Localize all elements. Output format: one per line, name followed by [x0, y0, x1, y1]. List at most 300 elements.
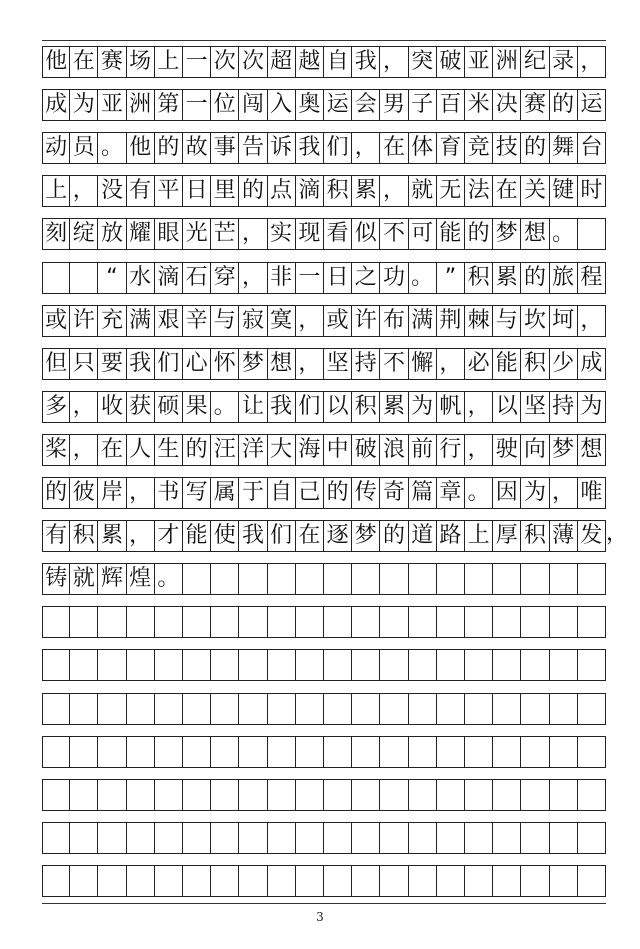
grid-cell — [183, 564, 211, 594]
grid-cell — [183, 607, 211, 637]
grid-cell: 入 — [268, 90, 296, 120]
grid-cell — [296, 737, 324, 767]
grid-cell: 的 — [521, 263, 549, 293]
grid-cell: 们 — [155, 349, 183, 379]
grid-cell: ， — [550, 478, 578, 508]
grid-cell: 怀 — [211, 349, 239, 379]
grid-cell: 积 — [352, 392, 380, 422]
grid-cell — [493, 780, 521, 810]
grid-cell: 功 — [380, 263, 408, 293]
grid-cell: 赛 — [521, 90, 549, 120]
grid-row — [42, 736, 606, 768]
grid-cell: 岸 — [98, 478, 126, 508]
grid-cell: 坚 — [521, 392, 549, 422]
grid-cell — [550, 823, 578, 853]
grid-cell — [70, 780, 98, 810]
grid-cell — [296, 823, 324, 853]
grid-cell — [211, 866, 239, 896]
grid-cell: 逐 — [324, 521, 352, 551]
grid-cell — [42, 866, 70, 896]
grid-cell — [296, 866, 324, 896]
grid-cell: 亚 — [465, 47, 493, 77]
grid-cell: 次 — [211, 47, 239, 77]
grid-cell — [239, 607, 267, 637]
grid-cell: ， — [70, 435, 98, 465]
grid-row — [42, 477, 606, 509]
grid-cell: 厚 — [493, 521, 521, 551]
grid-cell: 己 — [296, 478, 324, 508]
grid-cell: 们 — [268, 521, 296, 551]
grid-cell: 破 — [437, 47, 465, 77]
grid-cell — [578, 650, 606, 680]
grid-cell — [183, 737, 211, 767]
grid-cell — [324, 737, 352, 767]
grid-cell: 篇 — [409, 478, 437, 508]
grid-cell — [352, 823, 380, 853]
grid-cell: 荆 — [437, 306, 465, 336]
grid-cell: 决 — [493, 90, 521, 120]
grid-cell: 在 — [70, 47, 98, 77]
grid-cell — [578, 866, 606, 896]
grid-cell: 芒 — [211, 219, 239, 249]
grid-cell: ， — [352, 133, 380, 163]
grid-row — [42, 89, 606, 121]
grid-cell: 积 — [465, 263, 493, 293]
grid-cell — [352, 564, 380, 594]
grid-cell: 大 — [268, 435, 296, 465]
grid-cell — [493, 737, 521, 767]
composition-grid-sheet — [42, 40, 606, 904]
grid-row — [42, 305, 606, 337]
grid-cell: 石 — [183, 263, 211, 293]
grid-cell: 运 — [578, 90, 606, 120]
grid-cell: 舞 — [550, 133, 578, 163]
grid-cell — [465, 607, 493, 637]
grid-cell — [296, 607, 324, 637]
grid-cell — [70, 737, 98, 767]
grid-cell: 梦 — [352, 521, 380, 551]
grid-cell — [324, 780, 352, 810]
grid-cell — [211, 694, 239, 724]
grid-cell — [352, 866, 380, 896]
grid-cell: 点 — [268, 176, 296, 206]
grid-cell: 就 — [70, 564, 98, 594]
grid-cell: 充 — [98, 306, 126, 336]
grid-cell — [183, 866, 211, 896]
grid-cell: 们 — [296, 392, 324, 422]
grid-cell: 洲 — [127, 90, 155, 120]
grid-cell: 旅 — [550, 263, 578, 293]
grid-cell — [98, 780, 126, 810]
grid-cell: 有 — [42, 521, 70, 551]
grid-cell: 程 — [578, 263, 606, 293]
grid-cell — [550, 607, 578, 637]
grid-cell — [98, 607, 126, 637]
grid-cell — [493, 564, 521, 594]
grid-cell — [465, 650, 493, 680]
grid-cell — [324, 866, 352, 896]
grid-cell — [380, 780, 408, 810]
grid-cell: 奇 — [380, 478, 408, 508]
grid-cell — [268, 823, 296, 853]
grid-cell — [409, 650, 437, 680]
grid-cell: 在 — [380, 133, 408, 163]
grid-cell: 耀 — [127, 219, 155, 249]
grid-cell: 们 — [324, 133, 352, 163]
grid-cell: 属 — [211, 478, 239, 508]
grid-cell: 我 — [296, 133, 324, 163]
grid-cell: 键 — [550, 176, 578, 206]
grid-cell — [183, 650, 211, 680]
grid-cell: 汪 — [211, 435, 239, 465]
grid-cell — [521, 694, 549, 724]
grid-cell: 懈 — [409, 349, 437, 379]
grid-cell: 能 — [493, 349, 521, 379]
grid-cell: “ — [98, 263, 126, 293]
grid-cell: 的 — [324, 478, 352, 508]
grid-cell: 我 — [268, 392, 296, 422]
grid-cell: 动 — [42, 133, 70, 163]
grid-cell — [352, 694, 380, 724]
grid-cell: 的 — [380, 521, 408, 551]
grid-cell — [42, 694, 70, 724]
grid-cell — [127, 866, 155, 896]
grid-cell: 技 — [493, 133, 521, 163]
grid-cell: ， — [127, 478, 155, 508]
grid-cell: 就 — [409, 176, 437, 206]
grid-cell: 寂 — [239, 306, 267, 336]
grid-cell — [380, 607, 408, 637]
grid-cell: 赛 — [98, 47, 126, 77]
grid-cell: 位 — [211, 90, 239, 120]
grid-cell: 铸 — [42, 564, 70, 594]
grid-cell — [183, 694, 211, 724]
grid-cell — [155, 866, 183, 896]
grid-cell: 以 — [493, 392, 521, 422]
grid-cell: 前 — [409, 435, 437, 465]
grid-cell: 百 — [437, 90, 465, 120]
grid-cell: 诉 — [268, 133, 296, 163]
grid-cell: 破 — [352, 435, 380, 465]
grid-cell: 有 — [127, 176, 155, 206]
grid-cell: ， — [465, 435, 493, 465]
grid-cell: 积 — [521, 521, 549, 551]
grid-cell: 光 — [183, 219, 211, 249]
grid-cell: 竞 — [465, 133, 493, 163]
grid-cell — [324, 650, 352, 680]
grid-cell: 里 — [211, 176, 239, 206]
grid-cell — [352, 650, 380, 680]
grid-cell: 看 — [324, 219, 352, 249]
grid-row — [42, 132, 606, 164]
grid-cell — [437, 607, 465, 637]
grid-cell: 路 — [437, 521, 465, 551]
grid-cell: 。 — [409, 263, 437, 293]
grid-cell — [493, 694, 521, 724]
grid-cell — [324, 607, 352, 637]
grid-cell: 驶 — [493, 435, 521, 465]
grid-cell: 平 — [155, 176, 183, 206]
grid-cell: 第 — [155, 90, 183, 120]
grid-cell: 他 — [127, 133, 155, 163]
grid-cell: 我 — [127, 349, 155, 379]
grid-cell: 一 — [296, 263, 324, 293]
grid-cell: 体 — [409, 133, 437, 163]
grid-cell — [211, 607, 239, 637]
grid-row — [42, 865, 606, 897]
grid-cell: 亚 — [98, 90, 126, 120]
grid-cell — [127, 694, 155, 724]
grid-row — [42, 262, 606, 294]
grid-cell: 上 — [155, 47, 183, 77]
grid-cell: 员 — [70, 133, 98, 163]
grid-cell — [211, 737, 239, 767]
grid-cell — [98, 694, 126, 724]
grid-cell — [465, 737, 493, 767]
grid-cell: 一 — [183, 90, 211, 120]
grid-cell — [324, 823, 352, 853]
grid-cell — [578, 823, 606, 853]
grid-cell — [465, 823, 493, 853]
grid-cell — [352, 607, 380, 637]
grid-cell: 为 — [409, 392, 437, 422]
grid-cell: 育 — [437, 133, 465, 163]
grid-cell: 必 — [465, 349, 493, 379]
grid-cell: 的 — [42, 478, 70, 508]
grid-cell: ， — [296, 306, 324, 336]
grid-cell: 在 — [296, 521, 324, 551]
grid-cell: 于 — [239, 478, 267, 508]
grid-cell — [409, 694, 437, 724]
grid-row — [42, 520, 606, 552]
grid-cell — [239, 564, 267, 594]
grid-cell: 绽 — [70, 219, 98, 249]
grid-cell — [268, 564, 296, 594]
grid-cell: 布 — [380, 306, 408, 336]
grid-cell — [521, 780, 549, 810]
grid-cell: 生 — [155, 435, 183, 465]
grid-cell: 成 — [578, 349, 606, 379]
grid-cell — [98, 737, 126, 767]
grid-cell — [268, 737, 296, 767]
grid-cell — [183, 823, 211, 853]
grid-cell: 闯 — [239, 90, 267, 120]
grid-cell — [437, 866, 465, 896]
grid-cell — [578, 780, 606, 810]
grid-cell — [268, 650, 296, 680]
grid-row — [42, 822, 606, 854]
grid-cell: 关 — [521, 176, 549, 206]
grid-cell: 但 — [42, 349, 70, 379]
grid-cell — [465, 564, 493, 594]
grid-cell — [70, 607, 98, 637]
grid-cell — [521, 866, 549, 896]
grid-cell: ， — [380, 47, 408, 77]
grid-cell: 日 — [324, 263, 352, 293]
grid-cell: 以 — [324, 392, 352, 422]
grid-cell — [380, 823, 408, 853]
grid-row — [42, 779, 606, 811]
grid-cell: ， — [437, 349, 465, 379]
grid-cell — [239, 694, 267, 724]
grid-cell — [296, 780, 324, 810]
grid-cell — [127, 823, 155, 853]
grid-cell — [380, 650, 408, 680]
grid-cell: 向 — [521, 435, 549, 465]
grid-cell: 浪 — [380, 435, 408, 465]
grid-cell: 会 — [352, 90, 380, 120]
grid-cell — [493, 823, 521, 853]
grid-cell: 。 — [211, 392, 239, 422]
grid-cell — [70, 823, 98, 853]
grid-cell — [98, 866, 126, 896]
grid-cell — [437, 823, 465, 853]
grid-cell: 自 — [324, 47, 352, 77]
grid-cell — [42, 737, 70, 767]
grid-cell: 超 — [268, 47, 296, 77]
grid-cell: 可 — [409, 219, 437, 249]
grid-cell: 为 — [521, 478, 549, 508]
grid-cell: 与 — [493, 306, 521, 336]
grid-cell — [42, 823, 70, 853]
grid-cell: 让 — [239, 392, 267, 422]
grid-cell — [465, 866, 493, 896]
grid-cell: 与 — [211, 306, 239, 336]
grid-cell: 传 — [352, 478, 380, 508]
grid-cell: 章 — [437, 478, 465, 508]
grid-cell: 放 — [98, 219, 126, 249]
grid-cell: ， — [578, 306, 606, 336]
grid-cell: 坎 — [521, 306, 549, 336]
grid-cell: 不 — [380, 219, 408, 249]
grid-cell: 上 — [42, 176, 70, 206]
grid-cell: 唯 — [578, 478, 606, 508]
grid-cell — [578, 694, 606, 724]
grid-cell: 使 — [211, 521, 239, 551]
grid-cell — [127, 780, 155, 810]
grid-cell — [493, 607, 521, 637]
grid-cell: 辛 — [183, 306, 211, 336]
grid-cell: ， — [296, 349, 324, 379]
grid-cell — [550, 780, 578, 810]
grid-cell: 满 — [409, 306, 437, 336]
grid-row — [42, 46, 606, 78]
grid-cell: 海 — [296, 435, 324, 465]
grid-cell: 一 — [183, 47, 211, 77]
grid-cell — [127, 607, 155, 637]
grid-cell: 想 — [268, 349, 296, 379]
grid-row — [42, 693, 606, 725]
grid-cell — [239, 823, 267, 853]
grid-cell: 录 — [550, 47, 578, 77]
grid-cell: 人 — [127, 435, 155, 465]
grid-cell — [70, 866, 98, 896]
grid-cell — [70, 263, 98, 293]
grid-cell: 运 — [324, 90, 352, 120]
grid-cell — [70, 650, 98, 680]
grid-cell: 。 — [155, 564, 183, 594]
grid-cell — [409, 866, 437, 896]
grid-cell — [42, 607, 70, 637]
grid-cell: 的 — [521, 133, 549, 163]
grid-cell — [211, 650, 239, 680]
grid-cell — [239, 780, 267, 810]
grid-cell — [98, 650, 126, 680]
grid-cell — [550, 737, 578, 767]
grid-row — [42, 218, 606, 250]
grid-cell: 我 — [239, 521, 267, 551]
grid-cell: 梦 — [239, 349, 267, 379]
grid-cell: 。 — [465, 478, 493, 508]
grid-cell — [155, 607, 183, 637]
grid-cell: 辉 — [98, 564, 126, 594]
grid-cell — [70, 694, 98, 724]
grid-cell — [550, 866, 578, 896]
grid-cell: 奥 — [296, 90, 324, 120]
grid-cell: 眼 — [155, 219, 183, 249]
grid-cell — [127, 737, 155, 767]
grid-cell — [550, 694, 578, 724]
grid-cell — [550, 650, 578, 680]
grid-cell — [521, 737, 549, 767]
grid-cell: 帆 — [437, 392, 465, 422]
grid-cell: ， — [127, 521, 155, 551]
grid-cell: 刻 — [42, 219, 70, 249]
grid-cell: 心 — [183, 349, 211, 379]
grid-cell: 薄 — [550, 521, 578, 551]
grid-cell: 硕 — [155, 392, 183, 422]
grid-cell: 坚 — [324, 349, 352, 379]
grid-cell: 持 — [550, 392, 578, 422]
grid-cell: 获 — [127, 392, 155, 422]
grid-cell — [578, 564, 606, 594]
grid-cell: 累 — [493, 263, 521, 293]
grid-cell: 的 — [239, 176, 267, 206]
grid-cell: 故 — [183, 133, 211, 163]
grid-cell: 次 — [239, 47, 267, 77]
grid-cell: 收 — [98, 392, 126, 422]
grid-cell — [352, 737, 380, 767]
grid-cell: 水 — [127, 263, 155, 293]
grid-row — [42, 606, 606, 638]
grid-cell: 要 — [98, 349, 126, 379]
grid-cell: 男 — [380, 90, 408, 120]
grid-cell: 梦 — [550, 435, 578, 465]
grid-cell: 滴 — [296, 176, 324, 206]
grid-cell: 积 — [324, 176, 352, 206]
grid-cell: 实 — [268, 219, 296, 249]
grid-cell — [211, 564, 239, 594]
grid-cell — [521, 823, 549, 853]
grid-cell: 寞 — [268, 306, 296, 336]
grid-cell: 现 — [296, 219, 324, 249]
grid-cell: 日 — [183, 176, 211, 206]
grid-cell — [324, 694, 352, 724]
grid-cell — [42, 263, 70, 293]
grid-cell: 道 — [409, 521, 437, 551]
grid-cell: 多 — [42, 392, 70, 422]
grid-cell: 为 — [578, 392, 606, 422]
grid-row — [42, 649, 606, 681]
grid-cell: 能 — [437, 219, 465, 249]
grid-cell: 告 — [239, 133, 267, 163]
grid-cell: 书 — [155, 478, 183, 508]
grid-cell — [437, 780, 465, 810]
grid-cell: ， — [578, 47, 606, 77]
grid-cell — [155, 650, 183, 680]
grid-cell — [239, 737, 267, 767]
grid-cell: 米 — [465, 90, 493, 120]
